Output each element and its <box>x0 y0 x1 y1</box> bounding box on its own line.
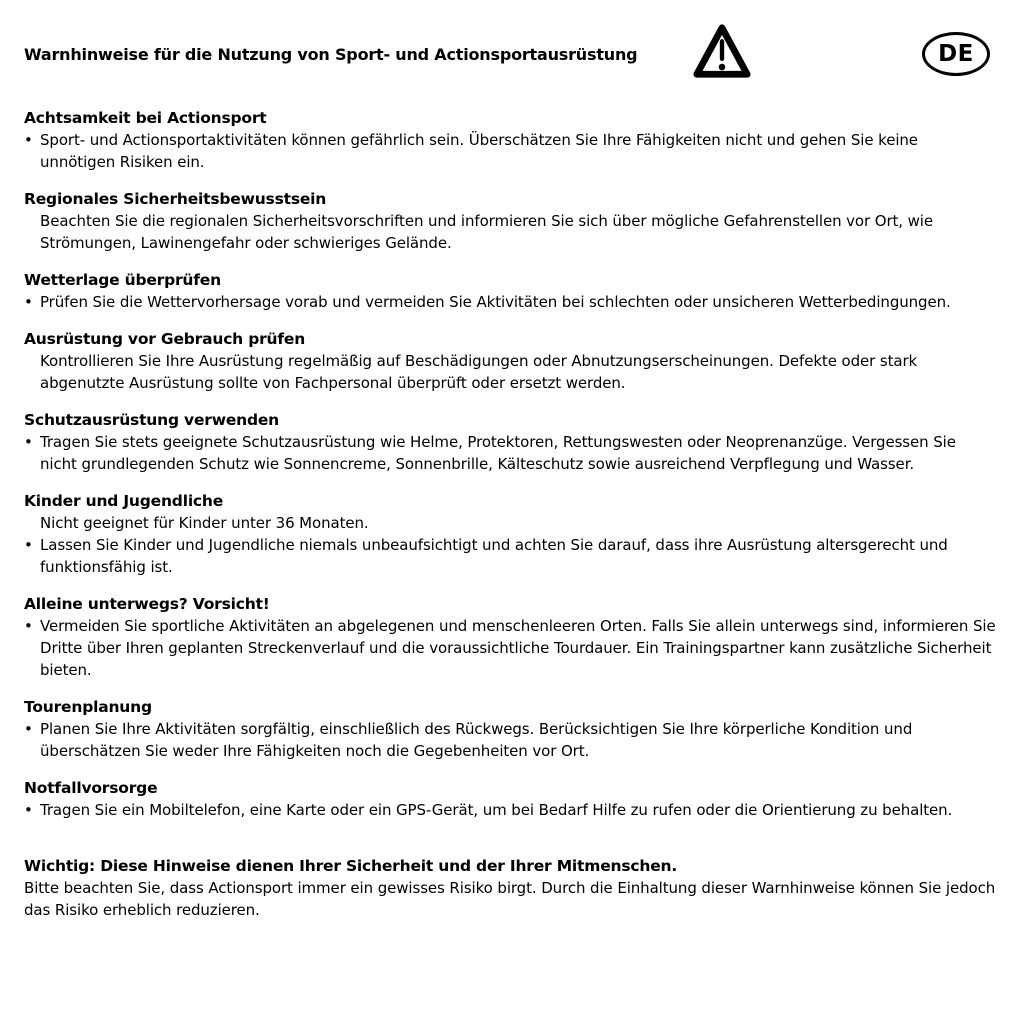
section-heading: Alleine unterwegs? Vorsicht! <box>24 595 270 613</box>
page-title: Warnhinweise für die Nutzung von Sport- und Actionsportausrüstung <box>24 45 638 64</box>
list-item <box>24 291 996 313</box>
language-badge <box>922 32 990 76</box>
warning-section <box>24 593 996 681</box>
list-item-text: Tragen Sie ein Mobiltelefon, eine Karte oder ein GPS-Gerät, um bei Bedarf Hilfe zu rufen oder die Orientierung zu behalten. <box>40 801 953 819</box>
bullet-marker: • <box>24 536 33 554</box>
section-heading: Wetterlage überprüfen <box>24 271 221 289</box>
list-item <box>24 350 996 394</box>
list-item-text: Sport- und Actionsportaktivitäten können gefährlich sein. Überschätzen Sie Ihre Fähigkeiten nicht und gehen Sie keine unnötigen Risiken ein. <box>40 131 918 171</box>
warning-section <box>24 409 996 475</box>
bullet-marker <box>24 350 40 394</box>
list-item <box>24 210 996 254</box>
list-item-text: Lassen Sie Kinder und Jugendliche niemals unbeaufsichtigt und achten Sie darauf, dass ihre Ausrüstung altersgerecht und funktionsfähig ist. <box>40 536 948 576</box>
warning-section <box>24 328 996 394</box>
section-heading: Regionales Sicherheitsbewusstsein <box>24 190 327 208</box>
list-item-text: Kontrollieren Sie Ihre Ausrüstung regelmäßig auf Beschädigungen oder Abnutzungserscheinungen. Defekte oder stark abgenutzte Ausrüstung sollte von Fachpersonal überprüft oder ersetzt werden. <box>40 352 918 392</box>
list-item-text: Beachten Sie die regionalen Sicherheitsvorschriften und informieren Sie sich über mögliche Gefahrenstellen vor Ort, wie Strömungen, Lawinengefahr oder schwieriges Gelände. <box>40 212 934 252</box>
warning-section <box>24 107 996 173</box>
document-footer <box>24 855 996 921</box>
warning-section <box>24 777 996 821</box>
footer-important-line: Wichtig: Diese Hinweise dienen Ihrer Sicherheit und der Ihrer Mitmenschen. <box>24 857 678 875</box>
language-badge-label: DE <box>938 41 974 67</box>
list-item-text: Prüfen Sie die Wettervorhersage vorab und vermeiden Sie Aktivitäten bei schlechten oder unsicheren Wetterbedingungen. <box>40 293 951 311</box>
list-item-text: Tragen Sie stets geeignete Schutzausrüstung wie Helme, Protektoren, Rettungswesten oder Neoprenanzüge. Vergessen Sie nicht grundlegenden Schutz wie Sonnencreme, Sonnenbrille, Kälteschutz sowie ausreichend Verpflegung und Wasser. <box>40 433 956 473</box>
sections <box>24 107 996 821</box>
section-heading: Tourenplanung <box>24 698 152 716</box>
bullet-marker: • <box>24 617 33 635</box>
bullet-marker: • <box>24 293 33 311</box>
section-heading: Ausrüstung vor Gebrauch prüfen <box>24 330 306 348</box>
bullet-marker: • <box>24 801 33 819</box>
bullet-marker: • <box>24 720 33 738</box>
list-item <box>24 534 996 578</box>
list-item-text: Planen Sie Ihre Aktivitäten sorgfältig, einschließlich des Rückwegs. Berücksichtigen Sie Ihre körperliche Kondition und überschätzen Sie weder Ihre Fähigkeiten noch die Gegebenheiten vor Ort. <box>40 720 913 760</box>
section-heading: Notfallvorsorge <box>24 779 158 797</box>
list-item <box>24 512 996 534</box>
list-item <box>24 431 996 475</box>
section-heading: Schutzausrüstung verwenden <box>24 411 280 429</box>
list-item-text: Vermeiden Sie sportliche Aktivitäten an abgelegenen und menschenleeren Orten. Falls Sie allein unterwegs sind, informieren Sie Dritte über Ihren geplanten Streckenverlauf und die voraussichtliche Tourdauer. Ein Trainingspartner kann zusätzliche Sicherheit bieten. <box>40 617 996 679</box>
list-item <box>24 718 996 762</box>
document-header <box>24 0 996 66</box>
footer-note: Bitte beachten Sie, dass Actionsport immer ein gewisses Risiko birgt. Durch die Einhaltung dieser Warnhinweise können Sie jedoch das Risiko erheblich reduzieren. <box>24 879 996 919</box>
section-heading: Achtsamkeit bei Actionsport <box>24 109 267 127</box>
warning-section <box>24 269 996 313</box>
section-heading: Kinder und Jugendliche <box>24 492 224 510</box>
warning-triangle-icon <box>692 22 752 82</box>
bullet-marker: • <box>24 433 33 451</box>
list-item <box>24 615 996 681</box>
warning-section <box>24 490 996 578</box>
warning-section <box>24 188 996 254</box>
list-item <box>24 799 996 821</box>
bullet-marker <box>24 512 40 534</box>
list-item <box>24 129 996 173</box>
bullet-marker: • <box>24 131 33 149</box>
list-item-text: Nicht geeignet für Kinder unter 36 Monaten. <box>40 514 369 532</box>
warning-section <box>24 696 996 762</box>
bullet-marker <box>24 210 40 254</box>
